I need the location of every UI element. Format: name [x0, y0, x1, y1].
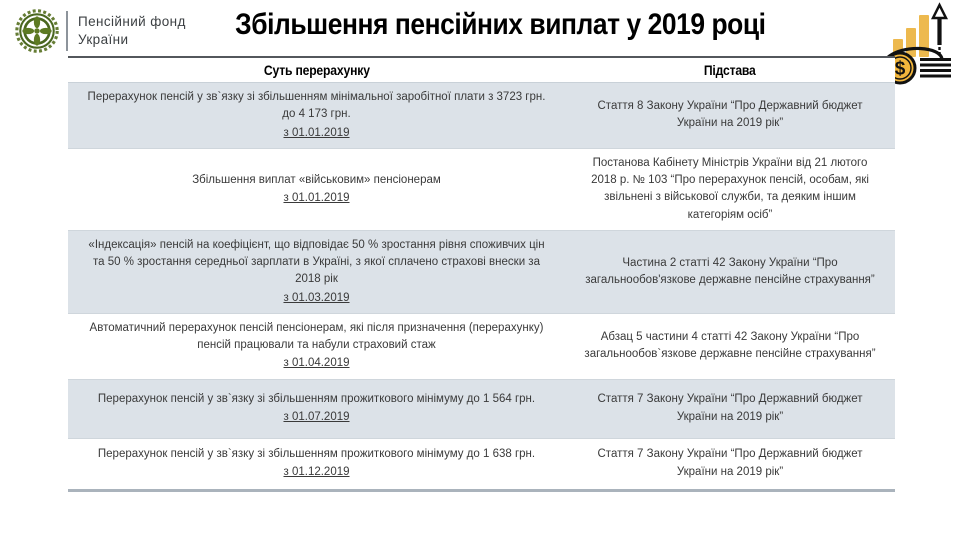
table-row: [68, 439, 895, 489]
pension-fund-emblem-icon: [14, 8, 60, 54]
essence-text: Перерахунок пенсій у зв`язку зі збільшенням мінімальної заробітної плати з 3723 грн. до 4 173 грн.: [87, 91, 546, 121]
table-row: [68, 380, 895, 439]
basis-text: Стаття 7 Закону України “Про Державний бюджет України на 2019 рік”: [597, 393, 863, 423]
essence-text: Перерахунок пенсій у зв`язку зі збільшенням прожиткового мінімуму до 1 564 грн.: [97, 392, 536, 405]
org-name: [78, 13, 186, 49]
row-essence-cell: [68, 83, 565, 148]
org-name-line1: Пенсійний фонд: [78, 13, 186, 29]
effective-date: з 01.01.2019: [283, 191, 350, 204]
table-row: [68, 149, 895, 231]
effective-date: з 01.04.2019: [283, 357, 350, 370]
row-essence-cell: [68, 439, 565, 489]
logo-divider: [66, 11, 68, 51]
essence-text: Автоматичний перерахунок пенсій пенсіонерам, які після призначення (перерахунку) пенсій працювали та набули страховий стаж: [89, 321, 544, 351]
page-title: Збільшення пенсійних виплат у 2019 році: [234, 8, 766, 41]
essence-text: Перерахунок пенсій у зв`язку зі збільшенням прожиткового мінімуму до 1 638 грн.: [97, 447, 536, 460]
essence-text: Збільшення виплат «військовим» пенсіонерам: [192, 173, 441, 186]
row-basis-cell: [565, 149, 895, 230]
row-basis-cell: [565, 380, 895, 438]
svg-text:$: $: [894, 58, 906, 80]
column-header-basis: Підстава: [704, 62, 756, 78]
effective-date: з 01.12.2019: [283, 466, 350, 478]
org-name-line2: України: [78, 32, 129, 47]
table-row: [68, 314, 895, 380]
table-header-row: [68, 58, 895, 83]
row-basis-cell: [565, 83, 895, 148]
basis-text: Частина 2 статті 42 Закону України “Про загальнообов'язкове державне пенсійне страхування”: [585, 256, 875, 286]
effective-date: з 01.03.2019: [283, 291, 350, 304]
row-basis-cell: [565, 314, 895, 379]
table-row: [68, 83, 895, 149]
basis-text: Постанова Кабінету Міністрів України від 21 лютого 2018 р. № 103 “Про перерахунок пенсій, особам, які звільнені з військової служби, та деяким іншим категоріям осіб”: [591, 156, 869, 221]
column-header-essence: Суть перерахунку: [263, 62, 370, 78]
table-row: [68, 231, 895, 314]
row-essence-cell: [68, 149, 565, 230]
row-essence-cell: [68, 314, 565, 379]
row-essence-cell: [68, 380, 565, 438]
effective-date: з 01.07.2019: [283, 411, 350, 423]
pension-table: [68, 56, 895, 492]
row-basis-cell: [565, 231, 895, 313]
basis-text: Стаття 7 Закону України “Про Державний бюджет України на 2019 рік”: [597, 448, 863, 478]
effective-date: з 01.01.2019: [283, 126, 350, 139]
row-basis-cell: [565, 439, 895, 489]
essence-text: «Індексація» пенсій на коефіцієнт, що відповідає 50 % зростання рівня споживчих цін та 50 % зростання середньої зарплати в Україні, з якої сплачено страхові внески за 2018 рік: [88, 238, 545, 286]
basis-text: Абзац 5 частини 4 статті 42 Закону України “Про загальнообов`язкове державне пенсійне страхування”: [584, 330, 876, 361]
header-logo-block: [14, 8, 186, 54]
basis-text: Стаття 8 Закону України “Про Державний бюджет України на 2019 рік”: [597, 100, 863, 130]
row-essence-cell: [68, 231, 565, 313]
